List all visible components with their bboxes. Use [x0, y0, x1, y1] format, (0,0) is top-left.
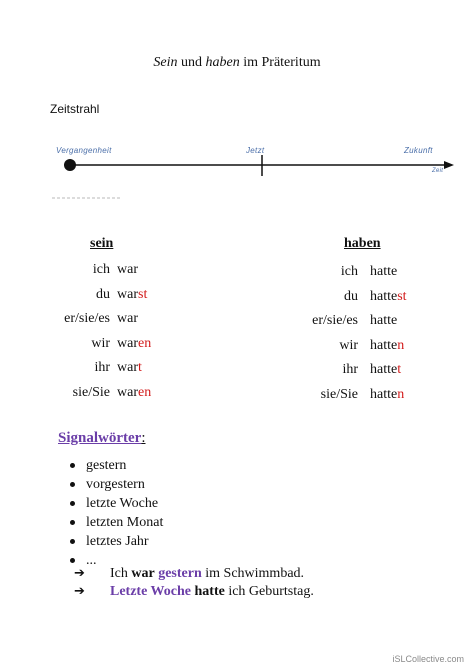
list-item: letzte Woche: [70, 494, 163, 513]
sein-verb-stem: war: [117, 262, 138, 277]
bullet-icon: [70, 482, 75, 487]
bullet-icon: [70, 539, 75, 544]
haben-verb-form: [370, 313, 397, 329]
sein-verb-ending: en: [138, 335, 152, 351]
haben-verb-stem: hatte: [370, 264, 398, 279]
sein-pronoun: wir: [91, 335, 110, 351]
haben-verb-ending: t: [397, 362, 402, 377]
sein-verb-form: [117, 360, 142, 376]
haben-verb-ending: st: [397, 288, 407, 304]
haben-verb-stem: hatte: [370, 362, 398, 377]
sein-verb-ending: st: [138, 286, 148, 302]
timeline: [52, 140, 462, 200]
sein-verb-stem: war: [117, 335, 138, 351]
sein-pronoun: du: [96, 286, 110, 302]
sein-pronoun: ihr: [94, 360, 110, 375]
timeline-past-label: Vergangenheit: [56, 146, 112, 155]
timeline-start-dot: [64, 159, 76, 171]
haben-verb-stem: hatte: [370, 337, 398, 353]
sein-verb-stem: war: [117, 360, 138, 375]
sein-verb-ending: t: [138, 360, 142, 375]
bullet-icon: [70, 558, 75, 563]
haben-verb-form: [370, 362, 401, 378]
haben-verb-form: [370, 387, 404, 403]
example-sentence-2: ➔ Letzte Woche hatte ich Geburtstag.: [74, 584, 314, 599]
timeline-now-label: Jetzt: [246, 146, 265, 155]
timeline-arrowhead: [444, 161, 454, 169]
watermark: iSLCollective.com: [392, 654, 464, 664]
haben-pronoun: er/sie/es: [312, 313, 358, 328]
page-title: Sein und haben im Präteritum: [153, 55, 321, 70]
list-item: letztes Jahr: [70, 532, 163, 551]
list-item: letzten Monat: [70, 513, 163, 532]
sein-verb-form: [117, 262, 138, 278]
haben-verb-stem: hatte: [370, 386, 398, 402]
haben-pronoun: wir: [339, 337, 358, 353]
arrow-right-icon: ➔: [74, 566, 85, 581]
haben-pronoun: ihr: [342, 362, 358, 377]
haben-verb-form: [370, 289, 407, 305]
haben-verb-stem: hatte: [370, 313, 398, 328]
example-sentence-1: ➔ Ich war gestern im Schwimmbad.: [74, 566, 305, 581]
sein-heading: sein: [90, 236, 114, 251]
list-item: vorgestern: [70, 475, 163, 494]
sein-verb-stem: war: [117, 384, 138, 400]
haben-pronoun: sie/Sie: [320, 386, 358, 402]
haben-verb-ending: n: [397, 386, 405, 402]
sein-verb-form: [117, 287, 147, 303]
sein-verb-form: [117, 385, 151, 401]
haben-heading: haben: [344, 236, 381, 251]
sein-verb-stem: war: [117, 286, 138, 302]
sein-pronoun: ich: [92, 262, 110, 277]
haben-verb-ending: n: [397, 337, 405, 353]
timeline-future-label: Zukunft: [404, 146, 433, 155]
sein-verb-form: [117, 336, 151, 352]
haben-verb-form: [370, 264, 397, 280]
arrow-right-icon: ➔: [74, 584, 85, 599]
haben-pronoun: du: [344, 288, 358, 304]
sein-verb-form: [117, 311, 138, 327]
bullet-icon: [70, 520, 75, 525]
list-item: gestern: [70, 456, 163, 475]
signal-word-list: [70, 456, 163, 570]
timeline-axis-label: Zeit: [432, 168, 444, 174]
list-item: ...: [70, 551, 163, 570]
bullet-icon: [70, 463, 75, 468]
haben-verb-stem: hatte: [370, 288, 398, 304]
sein-verb-ending: en: [138, 384, 152, 400]
signal-heading: Signalwörter:: [58, 430, 146, 446]
timeline-label: Zeitstrahl: [50, 102, 100, 116]
sein-verb-stem: war: [117, 311, 138, 326]
haben-pronoun: ich: [340, 264, 358, 279]
bullet-icon: [70, 501, 75, 506]
sein-pronoun: sie/Sie: [72, 384, 110, 400]
haben-verb-form: [370, 338, 404, 354]
sein-pronoun: er/sie/es: [64, 311, 110, 326]
